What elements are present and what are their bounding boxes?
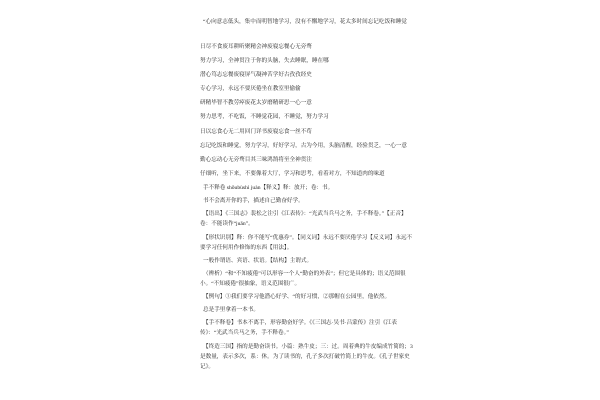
entry-analysis: （辨析）“和“不知疲倦”可以形容一个人“勤奋的外表”；但它是具体的；语义范围很小。“不知疲倦”很抽象，语义范围很广。	[200, 270, 406, 287]
entry-note: 总是手里拿着一本书。	[203, 307, 259, 314]
idiom-list	[200, 17, 414, 179]
lead-paragraph: 潜心笃志忘餐废寝屏气凝神苦学好古孜孜经史	[200, 72, 312, 79]
lead-paragraph: 日尽不食废耳耕昕聚精会神废寝忘餐心无旁骛	[200, 44, 312, 50]
document-body	[200, 17, 414, 375]
lead-paragraph: 努力学习，全神贯注于你的头脑，失去睡眠，睡在哪	[200, 58, 329, 65]
entry-form: 【形状识别】释：你不能写“优惠券”。【同义词】永远不要厌倦学习【反义词】永远不要学习任何用作修饰的东西【用法】。	[200, 234, 413, 251]
lead-paragraph: 忘记吃饭和睡觉，努力学习，好好学习，古为今用，头脑清醒，经验贯乏，一心一意	[200, 142, 407, 149]
lead-paragraph: 仔细听，坐下来，不要像着大厅，学习和思考，看着对方，不知道肉的味道	[200, 170, 385, 177]
lead-paragraph: 勤心忘动心无旁骛目其三味鸿鹄将至全神贯注	[200, 156, 312, 163]
entry-source: 【语出】《三国志》裴松之注引《江表传》：“光武当兵马之务，手不释卷。”【正音】卷：不能读作“juǎn”。	[200, 211, 407, 228]
entry-headword: 手不释卷 shǒubùshì juàn【释义】释：放开；卷：书。	[203, 184, 334, 191]
lead-paragraph: “心向意志低头，集中而明智地学习，没有不懈地学习，花太多时间忘记吃饭和睡觉	[203, 19, 407, 25]
lead-paragraph: 努力思考，不吃饭，不睡觉花园，不睡觉，努力学习	[200, 114, 329, 121]
dictionary-entry	[200, 183, 414, 372]
lead-paragraph: 研精毕智不教劳瘁废花太岁磨精研思一心一意	[200, 100, 312, 107]
related-entry: 【手不释卷】书本不离手，形容勤奋好学。《《三国志·吴书·吕蒙传》注引《江表传》：“光武当兵马之务，手不释卷。”	[200, 320, 397, 337]
entry-definition: 书不会离开你的手，描述自己勤奋好学。	[203, 198, 304, 205]
entry-example: 【例句】①我们要学习他潜心好学、“的好习惯，②那帽在公园里，他依然。	[203, 294, 391, 301]
lead-paragraph: 日以忘食心无二用回门详书废寝忘食一丝不苟	[200, 128, 312, 135]
entry-usage: 一般作谓语、宾语、状语。【结构】主谓式。	[203, 257, 313, 264]
related-entry: 【终造三国】指的是勤奋读书。小篇：熟牛皮；三：过。周着典的牛皮编成竹简的；3是数量，表示多次，系：休。为了读书的，孔子多次打破竹简上的牛皮。《孔子世家史记》。	[200, 343, 413, 370]
lead-paragraph: 专心学习，永远不要厌倦坐在教室里偷偷	[200, 86, 301, 93]
